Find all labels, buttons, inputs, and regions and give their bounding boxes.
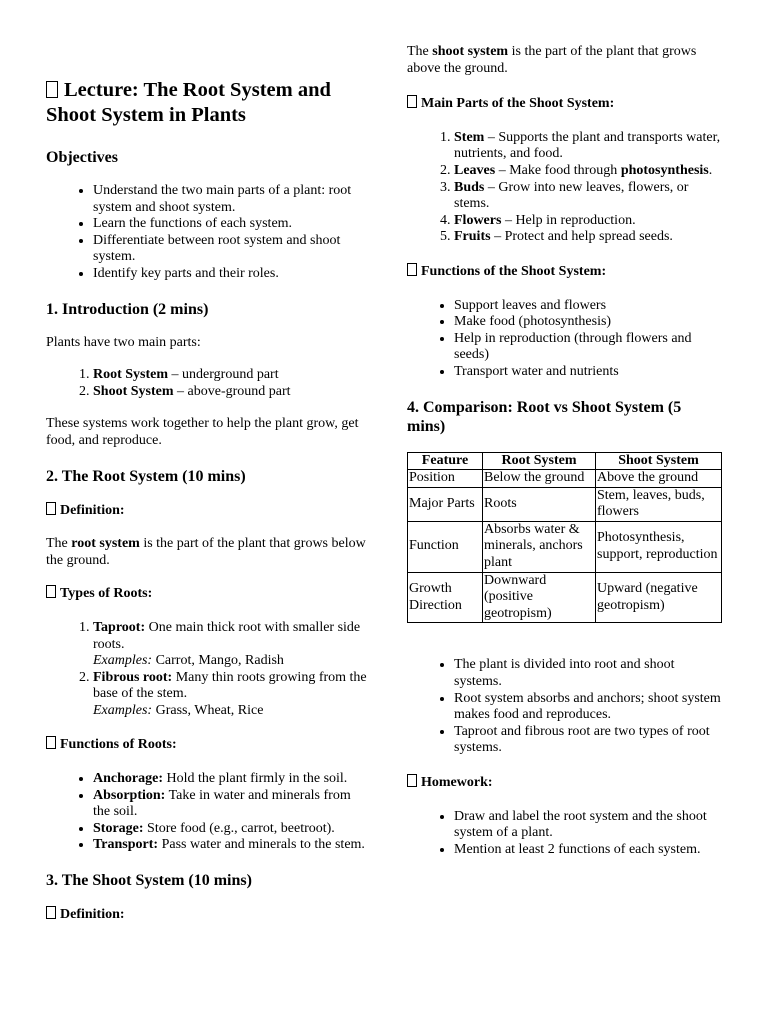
list-item: • Understand the two main parts of a plant: root system and shoot system. [93, 183, 370, 216]
list-item: 2. Fibrous root: Many thin roots growing from the base of the stem. Examples: Grass, Wheat, Rice [93, 670, 370, 720]
homework-list [407, 809, 723, 859]
shoot-functions-list [407, 298, 723, 381]
table-cell: Photosynthesis, support, reproduction [596, 521, 722, 572]
root-heading: 2. The Root System (10 mins) [46, 467, 246, 485]
table-cell: Upward (negative geotropism) [596, 572, 722, 623]
intro-heading: 1. Introduction (2 mins) [46, 300, 209, 318]
list-item: • Absorption: Take in water and minerals from the soil. [93, 788, 370, 821]
table-cell: Downward (positive geotropism) [483, 572, 596, 623]
list-item: 1. Stem – Supports the plant and transports water, nutrients, and food. [454, 130, 723, 163]
list-item: 3. Buds – Grow into new leaves, flowers, or stems. [454, 180, 723, 213]
list-item: • Support leaves and flowers [454, 298, 723, 315]
table-row [408, 572, 722, 623]
list-item: • Storage: Store food (e.g., carrot, beetroot). [93, 821, 370, 838]
document-title: Lecture: The Root System and Shoot System in Plants [46, 79, 331, 126]
table-cell: Absorbs water & minerals, anchors plant [483, 521, 596, 572]
table-row [408, 521, 722, 572]
root-functions-heading: Functions of Roots: [46, 736, 370, 754]
list-item: • Anchorage: Hold the plant firmly in the soil. [93, 771, 370, 788]
list-item: 1. Root System – underground part [93, 367, 370, 384]
intro-closing: These systems work together to help the plant grow, get food, and reproduce. [46, 416, 359, 448]
table-header-row [408, 452, 722, 470]
missing-glyph-icon [407, 263, 417, 276]
table-cell: Position [408, 470, 483, 488]
list-item: 2. Shoot System – above-ground part [93, 384, 370, 401]
table-row [408, 487, 722, 521]
missing-glyph-icon [46, 585, 56, 598]
list-item: • Mention at least 2 functions of each system. [454, 842, 723, 859]
shoot-definition-heading: Definition: [46, 906, 370, 924]
comparison-table [407, 452, 722, 624]
list-item: • Make food (photosynthesis) [454, 314, 723, 331]
table-cell: Above the ground [596, 470, 722, 488]
left-column [46, 0, 370, 924]
missing-glyph-icon [46, 502, 56, 515]
objectives-list [46, 183, 370, 283]
table-cell: Growth Direction [408, 572, 483, 623]
shoot-heading: 3. The Shoot System (10 mins) [46, 872, 252, 890]
table-cell: Stem, leaves, buds, flowers [596, 487, 722, 521]
root-functions-list [46, 771, 370, 854]
list-item: 5. Fruits – Protect and help spread seeds. [454, 229, 723, 246]
table-header-cell: Shoot System [596, 452, 722, 470]
missing-glyph-icon [46, 736, 56, 749]
homework-heading: Homework: [407, 774, 723, 792]
objectives-heading: Objectives [46, 149, 118, 166]
list-item: • Transport: Pass water and minerals to the stem. [93, 837, 370, 854]
table-row [408, 470, 722, 488]
table-cell: Below the ground [483, 470, 596, 488]
shoot-parts-heading: Main Parts of the Shoot System: [407, 95, 723, 113]
shoot-definition: The shoot system is the part of the plant that grows above the ground. [407, 44, 697, 76]
list-item: • Identify key parts and their roles. [93, 266, 370, 283]
right-column [407, 0, 723, 858]
table-cell: Roots [483, 487, 596, 521]
list-item: • The plant is divided into root and shoot systems. [454, 657, 723, 690]
missing-glyph-icon [46, 81, 58, 98]
summary-list [407, 657, 723, 757]
list-item: • Help in reproduction (through flowers and seeds) [454, 331, 723, 364]
root-definition: The root system is the part of the plant that grows below the ground. [46, 536, 366, 568]
list-item: 4. Flowers – Help in reproduction. [454, 213, 723, 230]
root-types-list [46, 620, 370, 720]
list-item: • Differentiate between root system and shoot system. [93, 233, 370, 266]
list-item: • Draw and label the root system and the shoot system of a plant. [454, 809, 723, 842]
list-item: • Learn the functions of each system. [93, 216, 370, 233]
table-cell: Function [408, 521, 483, 572]
intro-lead: Plants have two main parts: [46, 334, 201, 350]
list-item: • Root system absorbs and anchors; shoot system makes food and reproduces. [454, 691, 723, 724]
list-item: • Transport water and nutrients [454, 364, 723, 381]
missing-glyph-icon [407, 95, 417, 108]
missing-glyph-icon [46, 906, 56, 919]
list-item: • Taproot and fibrous root are two types of root systems. [454, 724, 723, 757]
shoot-parts-list [407, 130, 723, 246]
root-definition-heading: Definition: [46, 502, 370, 520]
list-item: 2. Leaves – Make food through photosynthesis. [454, 163, 723, 180]
list-item: 1. Taproot: One main thick root with smaller side roots. Examples: Carrot, Mango, Radish [93, 620, 370, 670]
table-header-cell: Root System [483, 452, 596, 470]
intro-parts-list [46, 367, 370, 400]
missing-glyph-icon [407, 774, 417, 787]
shoot-functions-heading: Functions of the Shoot System: [407, 263, 723, 281]
root-types-heading: Types of Roots: [46, 585, 370, 603]
table-cell: Major Parts [408, 487, 483, 521]
table-header-cell: Feature [408, 452, 483, 470]
comparison-heading: 4. Comparison: Root vs Shoot System (5 mins) [407, 398, 682, 435]
